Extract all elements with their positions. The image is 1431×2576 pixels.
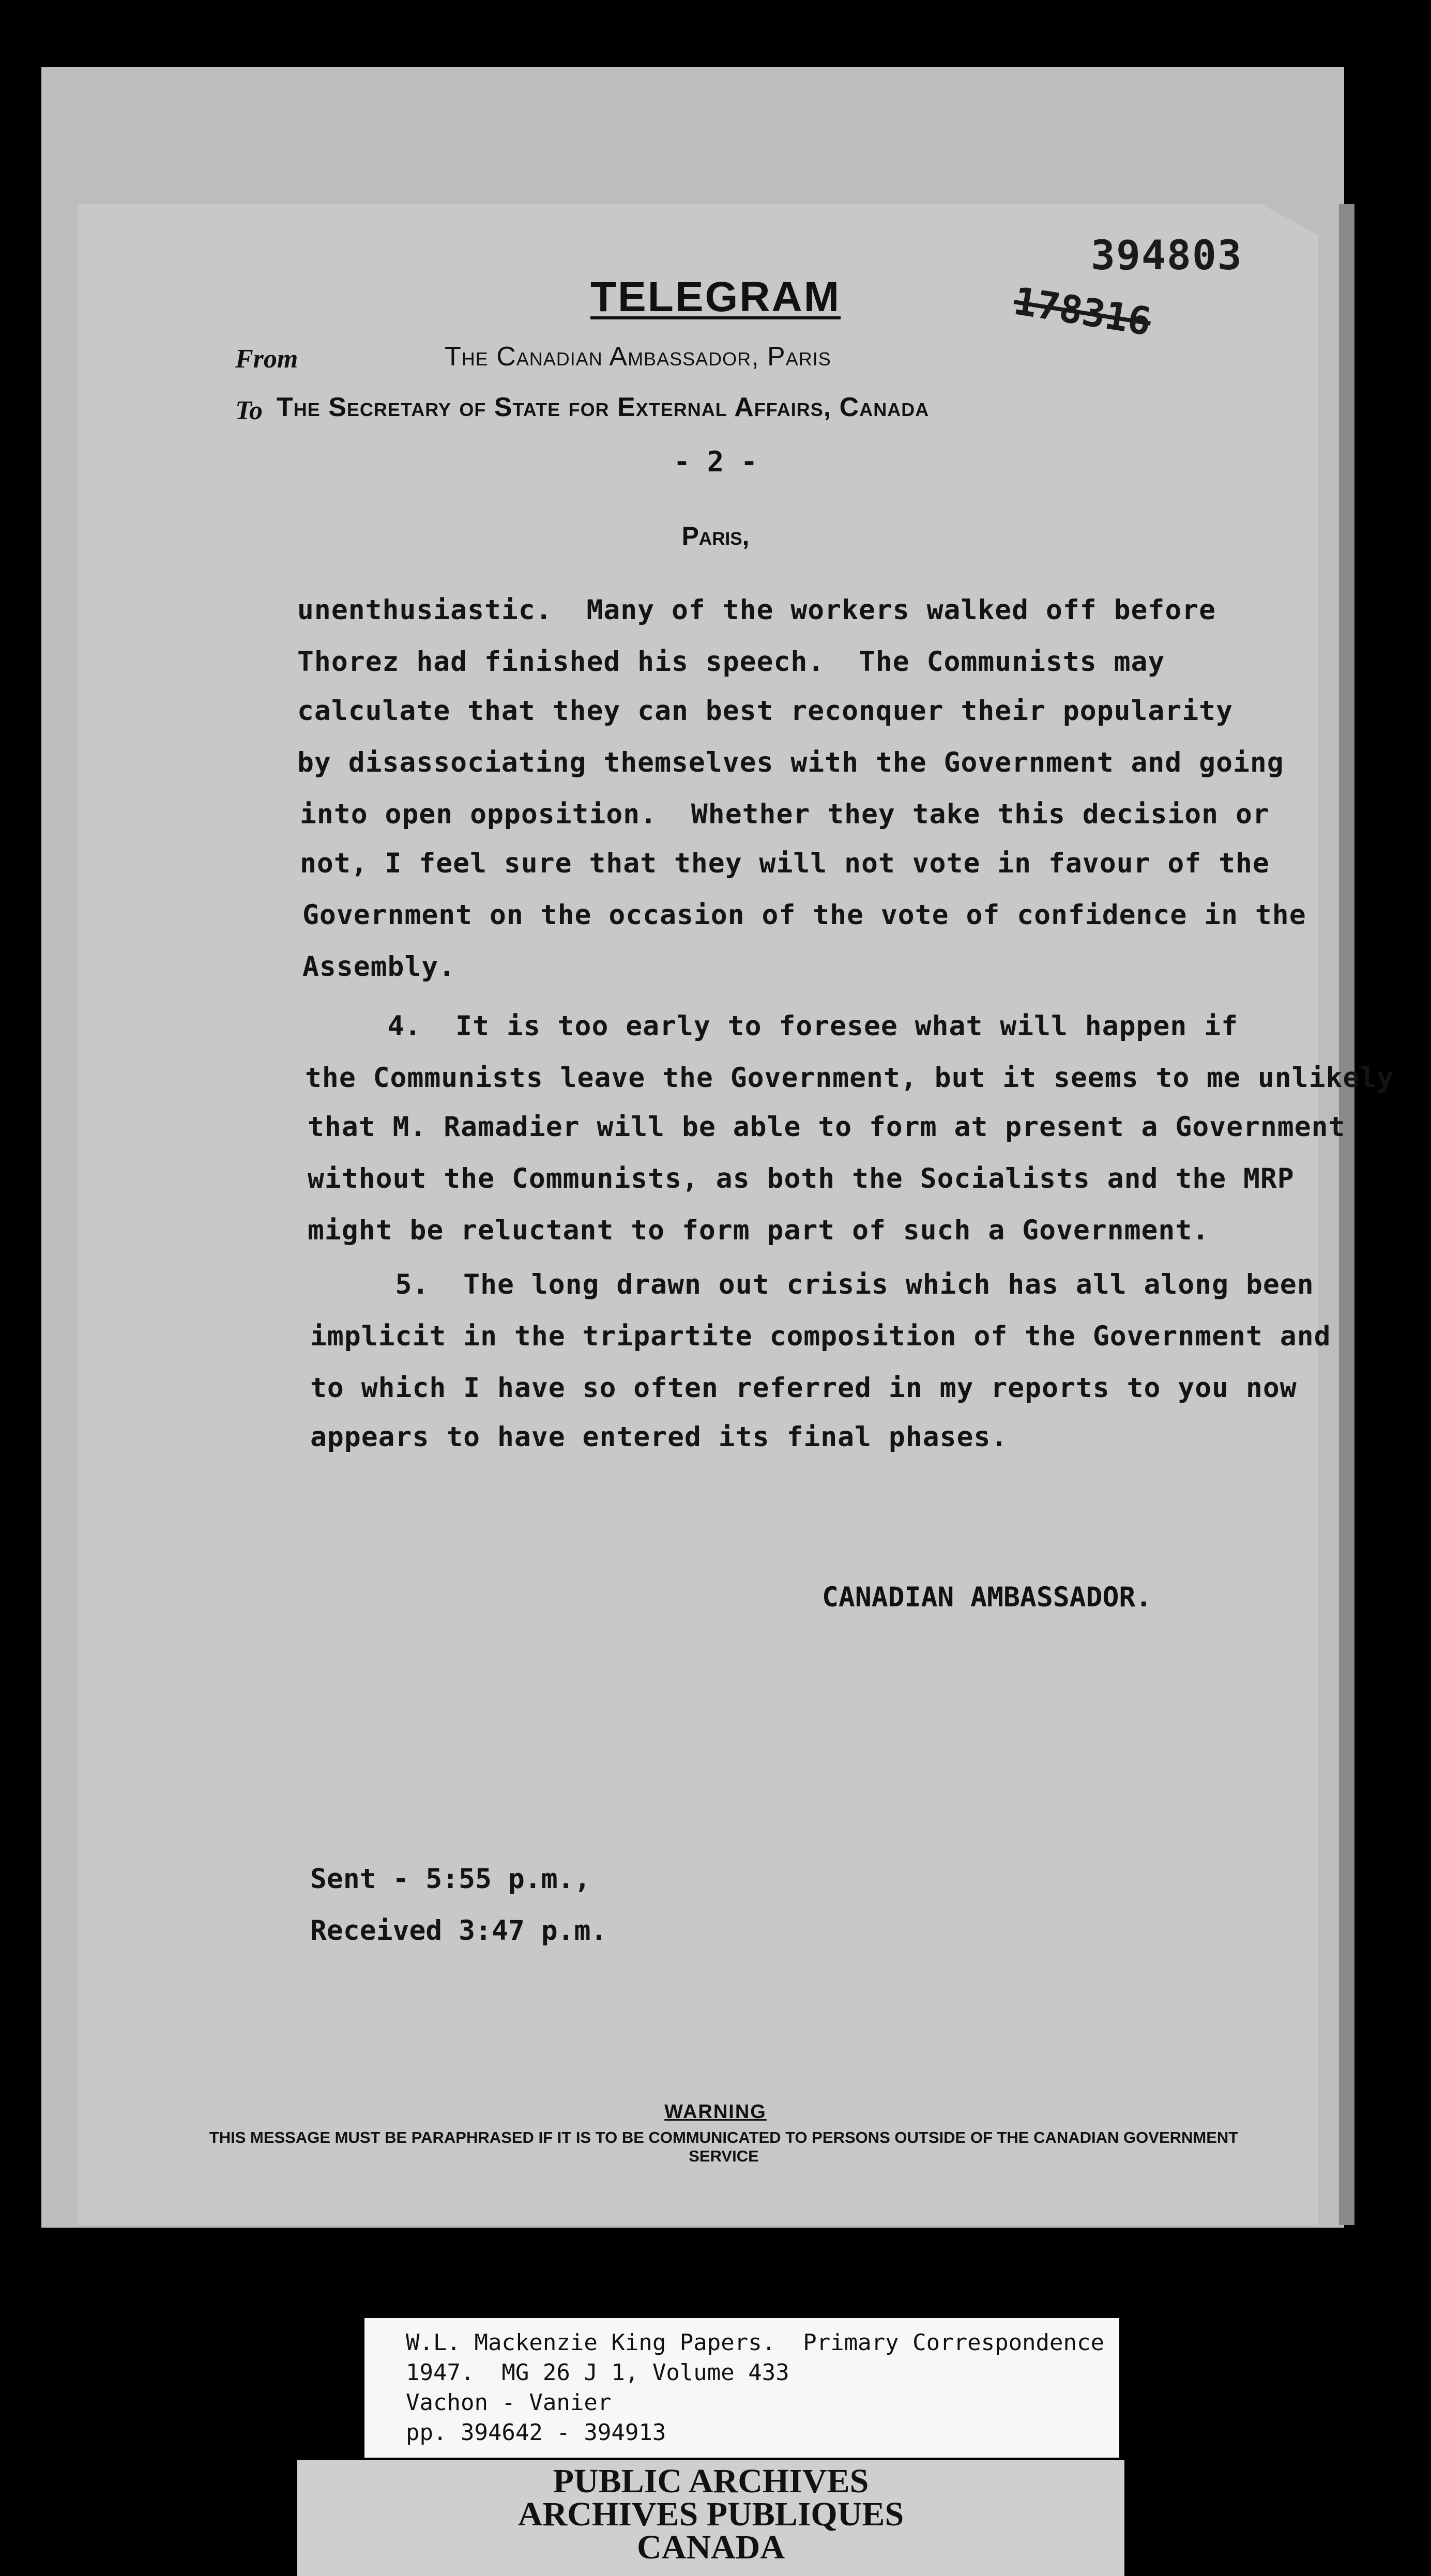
body-line: Assembly. xyxy=(302,951,456,983)
citation-line: pp. 394642 - 394913 xyxy=(406,2419,666,2446)
body-line: not, I feel sure that they will not vote in favour of the xyxy=(300,848,1270,879)
body-line: to which I have so often referred in my reports to you now xyxy=(310,1372,1297,1404)
to-value: The Secretary of State for External Affairs, Canada xyxy=(277,392,930,422)
body-line: Thorez had finished his speech. The Communists may xyxy=(297,646,1165,678)
sent-time: Sent - 5:55 p.m., xyxy=(310,1863,591,1895)
telegram-title: TELEGRAM xyxy=(590,273,841,320)
citation-line: 1947. MG 26 J 1, Volume 433 xyxy=(406,2359,789,2386)
from-label: From xyxy=(235,344,298,374)
body-line: might be reluctant to form part of such a Government. xyxy=(308,1215,1210,1246)
archives-stamp xyxy=(297,2460,1124,2576)
body-line: by disassociating themselves with the Government and going xyxy=(297,747,1284,778)
body-line: Government on the occasion of the vote of confidence in the xyxy=(302,899,1306,931)
body-line: that M. Ramadier will be able to form at present a Government xyxy=(308,1111,1346,1143)
citation-line: Vachon - Vanier xyxy=(406,2389,612,2416)
warning-text: THIS MESSAGE MUST BE PARAPHRASED IF IT IS TO BE COMMUNICATED TO PERSONS OUTSIDE OF THE CANADIAN GOVERNMENT SERVICE xyxy=(209,2128,1239,2165)
document-stamp-number: 394803 xyxy=(1091,233,1243,279)
from-value: The Canadian Ambassador, Paris xyxy=(445,342,831,372)
signature: CANADIAN AMBASSADOR. xyxy=(822,1582,1152,1613)
body-line: into open opposition. Whether they take this decision or xyxy=(300,799,1270,830)
citation-line: W.L. Mackenzie King Papers. Primary Correspondence xyxy=(406,2329,1105,2356)
archives-line: CANADA xyxy=(637,2528,785,2566)
body-line: appears to have entered its final phases. xyxy=(310,1421,1008,1453)
body-line: without the Communists, as both the Socialists and the MRP xyxy=(308,1163,1295,1194)
body-line: the Communists leave the Government, but it seems to me unlikely xyxy=(305,1062,1394,1094)
received-time: Received 3:47 p.m. xyxy=(310,1915,607,1946)
archives-line: ARCHIVES PUBLIQUES xyxy=(517,2495,904,2533)
body-line: 4. It is too early to foresee what will happen if xyxy=(302,1010,1238,1042)
page-number: - 2 - xyxy=(673,446,758,478)
page-edge-shadow xyxy=(1339,204,1354,2225)
crossed-out-stamp-number: 178316 xyxy=(1010,279,1154,345)
place-heading: Paris, xyxy=(681,522,750,550)
archives-line: PUBLIC ARCHIVES xyxy=(553,2462,869,2500)
body-line: calculate that they can best reconquer their popularity xyxy=(297,695,1233,727)
to-label: To xyxy=(235,396,263,425)
body-line: implicit in the tripartite composition of the Government and xyxy=(310,1321,1331,1352)
body-line: unenthusiastic. Many of the workers walked off before xyxy=(297,594,1216,626)
warning-title: WARNING xyxy=(664,2101,767,2123)
body-line: 5. The long drawn out crisis which has all along been xyxy=(310,1269,1314,1300)
citation-label xyxy=(364,2318,1119,2458)
